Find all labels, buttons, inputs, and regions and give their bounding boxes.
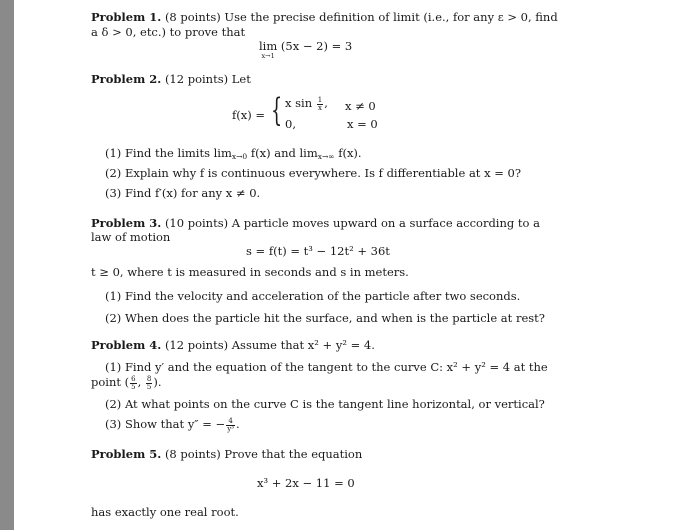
limit-subscript: x→1 — [261, 52, 275, 60]
problem-5-label: Problem 5. — [91, 447, 162, 461]
case-2-expression: 0, — [285, 117, 296, 131]
piecewise-lhs: f(x) = — [232, 108, 266, 122]
q3-fraction — [226, 418, 235, 433]
problem-4-intro: (12 points) Assume that x² + y² = 4. — [164, 338, 375, 352]
problem-2-question-3: (3) Find f′(x) for any x ≠ 0. — [105, 186, 261, 200]
problem-1-line-1 — [91, 10, 558, 24]
problem-2-question-1 — [105, 146, 362, 160]
problem-3-text-3: t ≥ 0, where t is measured in seconds and s in meters. — [91, 265, 409, 279]
problem-1-text-1: (8 points) Use the precise definition of limit (i.e., for any ε > 0, find — [164, 10, 558, 24]
problem-2-question-2: (2) Explain why f is continuous everywhere. Is f differentiable at x = 0? — [105, 166, 521, 180]
problem-4-question-2: (2) At what points on the curve C is the tangent line horizontal, or vertical? — [105, 397, 545, 411]
problem-5-equation: x³ + 2x − 11 = 0 — [257, 476, 355, 490]
case-1-fraction — [317, 97, 323, 112]
point-y-num: 8 — [146, 374, 152, 383]
problem-5-line-1 — [91, 447, 362, 461]
problem-3-text-1: (10 points) A particle moves upward on a surface according to a — [164, 216, 540, 230]
q1-sub-2: x→∞ — [317, 152, 335, 161]
problem-2-line-1 — [91, 72, 251, 86]
document-page — [14, 0, 700, 530]
point-y-den: 5 — [146, 382, 152, 391]
problem-4-question-1b — [91, 375, 162, 391]
problem-1-label: Problem 1. — [91, 10, 162, 24]
problem-2-intro: (12 points) Let — [164, 72, 251, 86]
piecewise-case-1: x sin $\frac{1}{x}$ , — [285, 95, 328, 112]
point-x-fraction — [130, 376, 136, 391]
q3-prefix: (3) Show that y″ = − — [105, 417, 226, 431]
problem-5-intro: (8 points) Prove that the equation — [164, 447, 363, 461]
q1-part-a: (1) Find the limits lim — [105, 146, 232, 160]
problem-3-motion-equation: s = f(t) = t³ − 12t² + 36t — [246, 244, 390, 258]
problem-4-label: Problem 4. — [91, 338, 162, 352]
problem-4-line-1 — [91, 338, 375, 352]
q1-sub-1: x→0 — [231, 152, 248, 161]
problem-4-question-1a: (1) Find y′ and the equation of the tangent to the curve C: x² + y² = 4 at the — [105, 360, 548, 374]
case-1-frac-den: x — [318, 103, 322, 112]
problem-1-text-2: a δ > 0, etc.) to prove that — [91, 25, 246, 39]
problem-3-text-2: law of motion — [91, 230, 171, 244]
point-x-den: 5 — [131, 382, 136, 391]
case-1-condition: x ≠ 0 — [345, 99, 376, 113]
problem-4-question-3 — [105, 417, 240, 433]
problem-5-outro: has exactly one real root. — [91, 505, 239, 519]
case-1-frac-num: 1 — [317, 95, 323, 104]
problem-3-question-1: (1) Find the velocity and acceleration of the particle after two seconds. — [105, 289, 521, 303]
piecewise-brace: { — [271, 91, 283, 129]
problem-2-label: Problem 2. — [91, 72, 162, 86]
point-sep: , — [137, 375, 145, 389]
case-2-condition: x = 0 — [347, 117, 378, 131]
case-1-expression: x sin — [285, 96, 313, 110]
q3-frac-den: y³ — [227, 424, 234, 433]
left-margin-bar — [0, 0, 14, 530]
q3-frac-num: 4 — [226, 418, 235, 426]
limit-operator: lim — [259, 39, 278, 53]
q1-part-b: f(x) and lim — [247, 146, 318, 160]
problem-1-limit-equation — [259, 40, 352, 59]
point-y-fraction — [146, 376, 152, 391]
point-open: point ( — [91, 375, 130, 389]
problem-3-line-1 — [91, 216, 540, 230]
point-x-num: 6 — [131, 374, 136, 383]
q1-part-c: f(x). — [334, 146, 362, 160]
problem-3-label: Problem 3. — [91, 216, 162, 230]
problem-3-question-2: (2) When does the particle hit the surface, and when is the particle at rest? — [105, 311, 545, 325]
point-close: ). — [153, 375, 162, 389]
limit-body: (5x − 2) = 3 — [280, 39, 353, 53]
q3-suffix: . — [235, 417, 240, 431]
